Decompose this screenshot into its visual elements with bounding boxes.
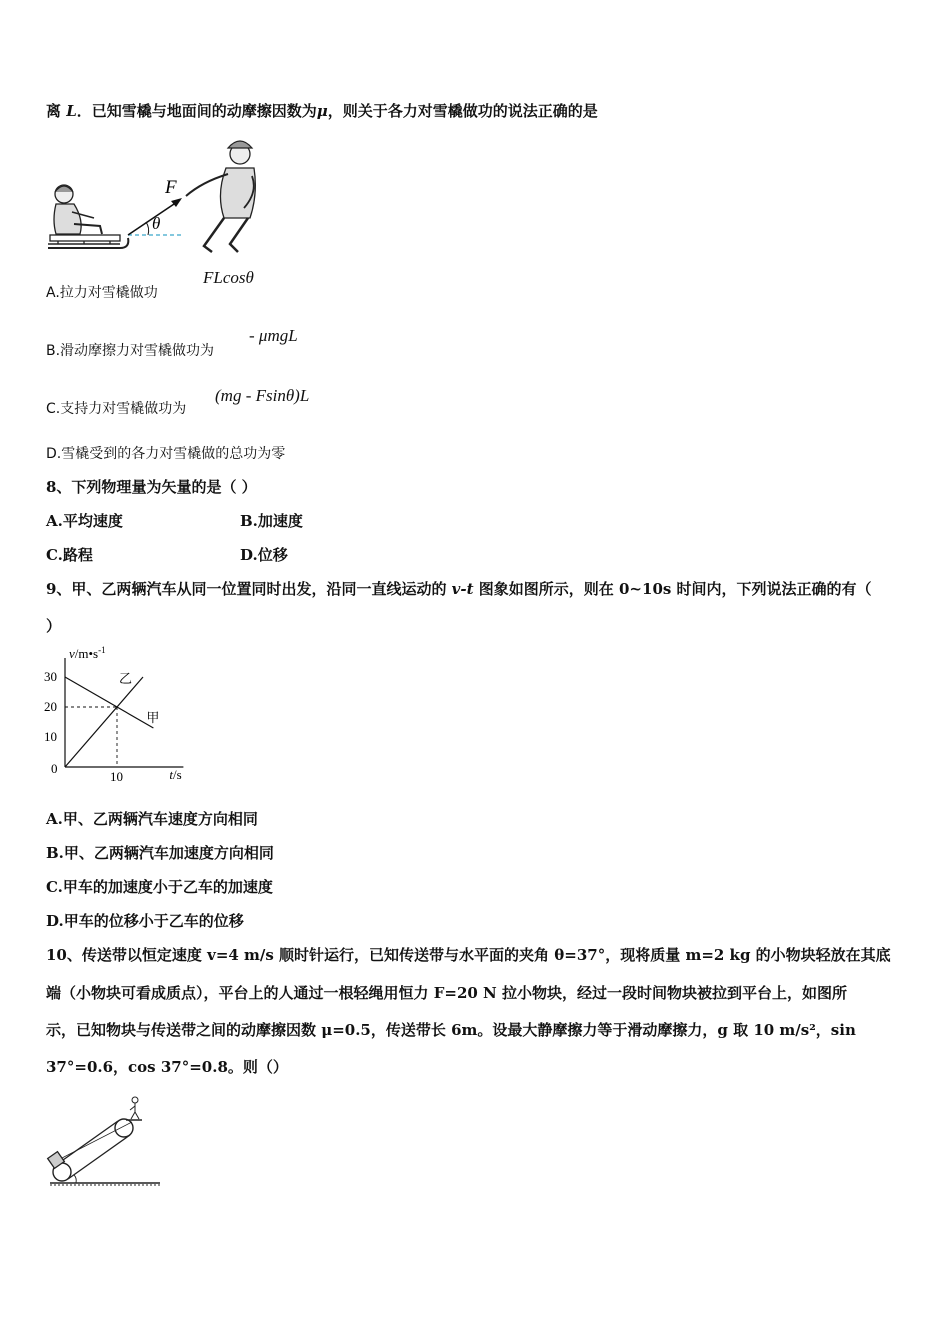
q10-line-1: 10、传送带以恒定速度 v=4 m/s 顺时针运行，已知传送带与水平面的夹角 θ=37°，现将质量 m=2 kg 的小物块轻放在其底	[46, 946, 891, 964]
intro-prefix: 离	[46, 102, 67, 120]
q7-option-a: A.拉力对雪橇做功	[46, 285, 158, 301]
q9-stem-vt: v-t	[451, 580, 474, 598]
sled-figure	[44, 134, 274, 266]
origin-label: 0	[51, 761, 58, 776]
q9-stem	[46, 579, 872, 599]
q9-option-a: A.甲、乙两辆汽车速度方向相同	[46, 810, 258, 828]
q10-line-3: 示，已知物块与传送带之间的动摩擦因数 μ=0.5，传送带长 6m。设最大静摩擦力等于滑动摩擦力，g 取 10 m/s²，sin	[46, 1021, 856, 1039]
q8-option-c: C.路程	[46, 546, 93, 564]
q9-option-c: C.甲车的加速度小于乙车的加速度	[46, 878, 273, 896]
force-label: F	[165, 177, 177, 198]
q7-option-c-formula: (mg - Fsinθ)L	[215, 386, 310, 405]
series-label-yi: 乙	[119, 671, 133, 686]
vt-chart	[40, 644, 190, 788]
q10-line-4: 37°=0.6，cos 37°=0.8。则（）	[46, 1058, 288, 1076]
q7-option-b-formula: - μmgL	[249, 326, 298, 345]
angle-label: θ	[152, 214, 161, 233]
q10-line-2: 端（小物块可看成质点），平台上的人通过一根轻绳用恒力 F=20 N 拉小物块，经过一段时间物块被拉到平台上，如图所	[46, 984, 847, 1002]
q9-stem-close: ）	[46, 617, 62, 635]
y-axis-label: $v/m•s^{-1}$	[69, 645, 106, 661]
q7-option-a-formula: FLcosθ	[203, 268, 254, 287]
intro-suffix: ，则关于各力对雪橇做功的说法正确的是	[327, 102, 598, 120]
q7-option-c: C.支持力对雪橇做功为	[46, 401, 187, 417]
series-label-jia: 甲	[146, 710, 160, 725]
q9-stem-c: 时间内，下列说法正确的有（	[671, 580, 872, 598]
q9-option-d: D.甲车的位移小于乙车的位移	[46, 912, 244, 930]
intro-middle: ．已知雪橇与地面间的动摩擦因数为	[76, 102, 317, 120]
x-tick-label: 10	[110, 769, 123, 784]
series-line-yi	[65, 677, 143, 767]
q8-option-d: D.位移	[240, 546, 288, 564]
q8-option-a: A.平均速度	[46, 512, 123, 530]
q9-stem-b: 图象如图所示，则在	[473, 580, 619, 598]
series-line-jia	[65, 677, 153, 728]
y-tick-label: 20	[44, 699, 57, 714]
y-tick-label: 10	[44, 729, 57, 744]
x-axis-label: t/s	[169, 767, 182, 782]
y-tick-label: 30	[44, 669, 57, 684]
q7-option-b: B.滑动摩擦力对雪橇做功为	[46, 343, 215, 359]
q9-option-b: B.甲、乙两辆汽车加速度方向相同	[46, 844, 274, 862]
q8-option-b: B.加速度	[240, 512, 303, 530]
q8-stem: 8、下列物理量为矢量的是（ ）	[46, 478, 257, 496]
q7-option-d: D.雪橇受到的各力对雪橇做的总功为零	[46, 446, 286, 462]
conveyor-figure	[44, 1092, 164, 1196]
q9-stem-range: 0~10s	[619, 580, 672, 598]
var-mu: μ	[316, 102, 328, 120]
var-L: L	[66, 102, 77, 120]
question-intro-line	[46, 101, 598, 121]
q9-stem-a: 9、甲、乙两辆汽车从同一位置同时出发，沿同一直线运动的	[46, 580, 452, 598]
